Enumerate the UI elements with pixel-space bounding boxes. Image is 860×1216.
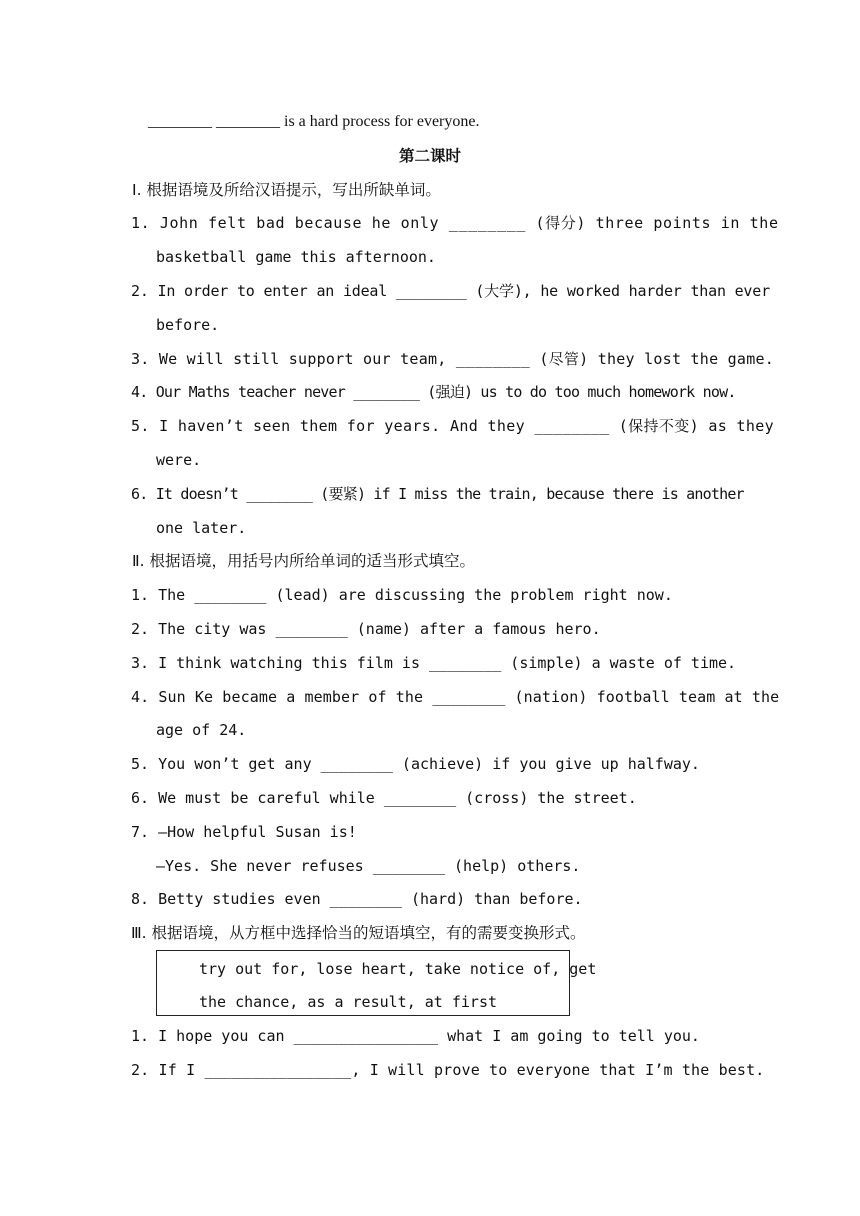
phrase-box-line-2: the chance, as a result, at first <box>199 993 498 1011</box>
s1-item-2-line-1: 2. In order to enter an ideal ________ (大学), he worked harder than ever <box>131 282 770 300</box>
section-3-heading: Ⅲ. 根据语境，从方框中选择恰当的短语填空，有的需要变换形式。 <box>131 924 586 942</box>
s2-item-1: 1. The ________ (lead) are discussing the problem right now. <box>131 586 673 604</box>
s1-item-1-line-1: 1. John felt bad because he only ________ (得分) three points in the <box>131 214 779 232</box>
lesson-title: 第二课时 <box>398 147 461 165</box>
s1-item-5-line-1: 5. I haven’t seen them for years. And they ________ (保持不变) as they <box>131 417 775 435</box>
top-line: ________ ________ is a hard process for everyone. <box>148 113 480 130</box>
s2-item-4-line-1: 4. Sun Ke became a member of the ________ (nation) football team at the <box>131 688 780 706</box>
phrase-box <box>156 950 597 1016</box>
s1-item-4: 4. Our Maths teacher never ________ (强迫) us to do too much homework now. <box>131 383 736 401</box>
s3-item-1: 1. I hope you can ________________ what I am going to tell you. <box>131 1027 700 1045</box>
s1-item-6-line-1: 6. It doesn’t ________ (要紧) if I miss the train, because there is another <box>131 485 744 503</box>
s2-item-2: 2. The city was ________ (name) after a famous hero. <box>131 620 601 638</box>
section-1-heading: Ⅰ. 根据语境及所给汉语提示，写出所缺单词。 <box>132 181 441 199</box>
s3-item-2: 2. If I ________________, I will prove to everyone that I’m the best. <box>131 1061 765 1079</box>
s2-item-4-line-2: age of 24. <box>156 721 247 739</box>
s1-item-6-line-2: one later. <box>156 519 247 537</box>
s1-item-5-line-2: were. <box>156 451 202 469</box>
s1-item-2-line-2: before. <box>156 316 220 334</box>
s2-item-6: 6. We must be careful while ________ (cross) the street. <box>131 789 637 807</box>
s2-item-7-line-2: —Yes. She never refuses ________ (help) others. <box>156 857 581 875</box>
s2-item-3: 3. I think watching this film is ________ (simple) a waste of time. <box>131 654 737 672</box>
section-2-heading: Ⅱ. 根据语境，用括号内所给单词的适当形式填空。 <box>132 552 475 570</box>
s2-item-8: 8. Betty studies even ________ (hard) than before. <box>131 890 583 908</box>
phrase-box-line-1: try out for, lose heart, take notice of, get <box>199 960 597 978</box>
s1-item-1-line-2: basketball game this afternoon. <box>156 248 436 266</box>
s2-item-7-line-1: 7. —How helpful Susan is! <box>131 823 357 841</box>
s1-item-3: 3. We will still support our team, ________ (尽管) they lost the game. <box>131 350 775 368</box>
s2-item-5: 5. You won’t get any ________ (achieve) if you give up halfway. <box>131 755 700 773</box>
